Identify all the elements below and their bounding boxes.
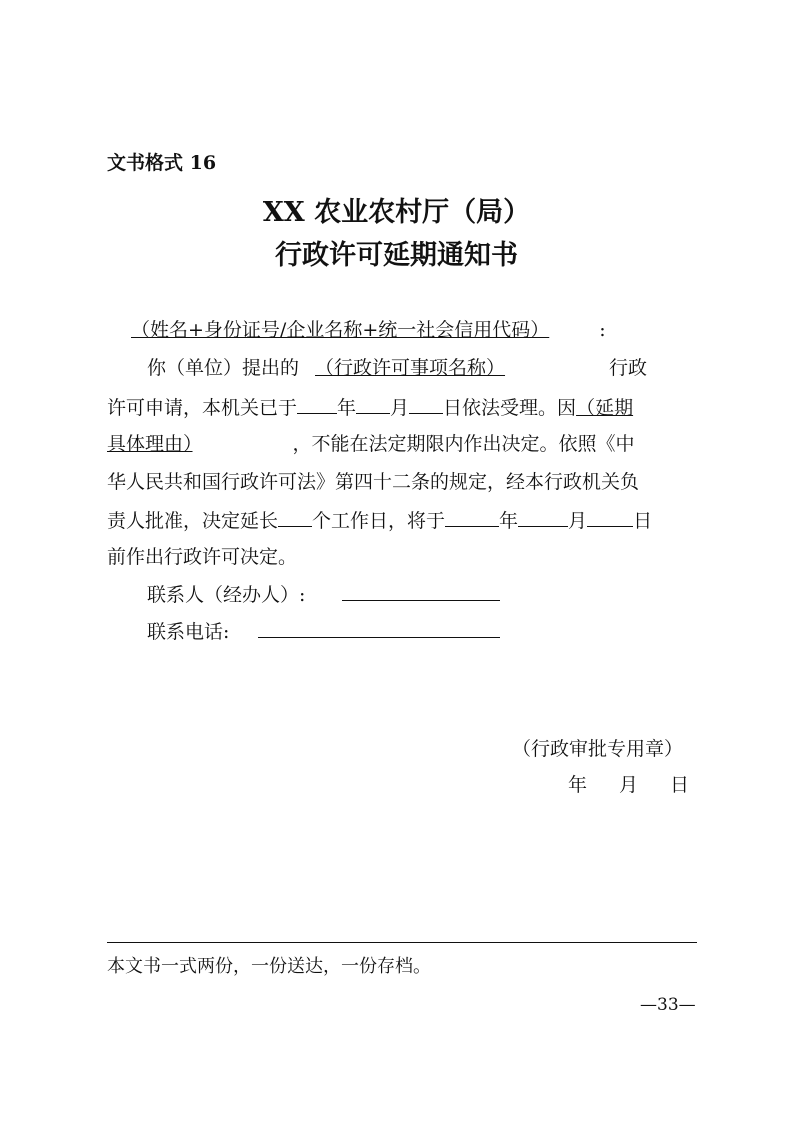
decision-month-blank — [518, 508, 568, 527]
accept-day-blank — [409, 395, 443, 414]
accept-year-blank — [297, 395, 337, 414]
delay-reason-field-end: 具体理由） — [107, 433, 193, 455]
contact-phone-label: 联系电话: — [147, 621, 230, 643]
contact-person-row — [147, 583, 305, 607]
body-line-6: 前作出行政许可决定。 — [107, 546, 298, 568]
document-format-label: 文书格式 16 — [107, 152, 217, 174]
page-number: —33— — [640, 995, 696, 1015]
extension-days-blank — [278, 508, 312, 527]
date-day: 日 — [670, 774, 690, 796]
addressee-line — [107, 318, 606, 342]
date-month: 月 — [619, 774, 639, 796]
document-title-notice: 行政许可延期通知书 — [275, 240, 518, 271]
body-line-1: 你（单位）提出的 （行政许可事项名称） 行政 — [147, 357, 648, 379]
issue-date — [568, 770, 689, 797]
footer-divider — [107, 942, 697, 943]
contact-person-blank — [342, 600, 500, 601]
body-line-5: 责人批准，决定延长 个工作日，将于 年 月 日 — [107, 510, 653, 532]
addressee-colon: : — [599, 319, 606, 341]
body-line-2: 许可申请，本机关已于 年 月 日依法受理。因（延期 — [107, 397, 634, 419]
body-line-4: 华人民共和国行政许可法》第四十二条的规定，经本行政机关负 — [107, 471, 640, 493]
contact-phone-row — [147, 620, 229, 644]
accept-month-blank — [356, 395, 390, 414]
decision-day-blank — [587, 508, 633, 527]
addressee-field: （姓名+身份证号/企业名称+统一社会信用代码） — [131, 319, 550, 341]
contact-phone-blank — [258, 637, 500, 638]
permit-item-field: （行政许可事项名称） — [315, 357, 506, 379]
footnote: 本文书一式两份，一份送达，一份存档。 — [107, 956, 431, 977]
official-seal-placeholder: （行政审批专用章） — [512, 738, 684, 760]
body-line-3: 具体理由） ，不能在法定期限内作出决定。依照《中 — [107, 433, 635, 455]
delay-reason-field-start: （延期 — [576, 397, 634, 419]
date-year: 年 — [568, 774, 588, 796]
contact-person-label: 联系人（经办人）: — [147, 584, 306, 606]
decision-year-blank — [445, 508, 499, 527]
document-title-authority: XX 农业农村厅（局） — [262, 197, 531, 228]
